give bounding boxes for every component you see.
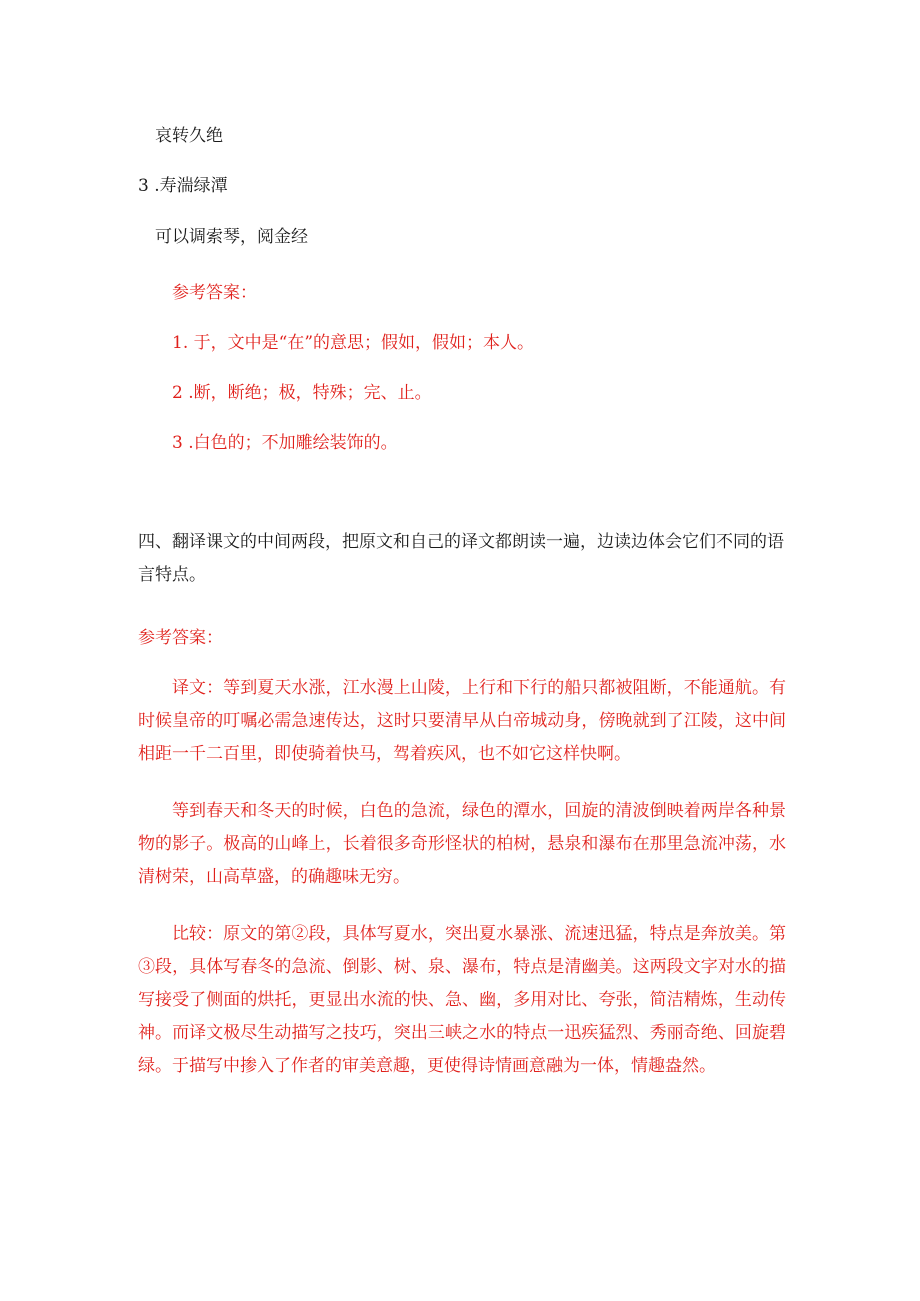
answer-heading-1: 参考答案： (172, 283, 257, 303)
question-4: 四、翻译课文的中间两段，把原文和自己的译文都朗读一遍，边读边体会它们不同的语言特点。 (138, 532, 784, 585)
comparison-paragraph: 比较：原文的第②段，具体写夏水，突出夏水暴涨、流速迅猛，特点是奔放美。第③段，具体写春冬的急流、倒影、树、泉、瀑布，特点是清幽美。这两段文字对水的描写接受了侧面的烘托，更显出水流的快、急、幽，多用对比、夸张，简洁精炼，生动传神。而译文极尽生动描写之技巧，突出三峡之水的特点一迅疾猛烈、秀丽奇绝、回旋碧绿。于描写中掺入了作者的审美意趣，更使得诗情画意融为一体，情趣盎然。 (138, 924, 786, 1076)
answer-heading-2: 参考答案： (138, 628, 223, 648)
translation-paragraph-1: 译文：等到夏天水涨，江水漫上山陵，上行和下行的船只都被阻断，不能通航。有时候皇帝的叮嘱必需急速传达，这时只要清早从白帝城动身，傍晚就到了江陵，这中间相距一千二百里，即使骑着快马，驾着疾风，也不如它这样快啊。 (138, 678, 786, 764)
item-3-shoutuanlvtan: 3 .寿湍绿潭 (138, 176, 228, 196)
text-line-suoqin: 可以调索琴，阅金经 (155, 227, 308, 247)
translation-paragraph-2: 等到春天和冬天的时候，白色的急流，绿色的潭水，回旋的清波倒映着两岸各种景物的影子。极高的山峰上，长着很多奇形怪状的柏树，悬泉和瀑布在那里急流冲荡，水清树荣，山高草盛，的确趣味无穷。 (138, 801, 786, 887)
answer-item-3: 3 .白色的；不加雕绘装饰的。 (172, 433, 398, 453)
answer-item-2: 2 .断，断绝；极，特殊；完、止。 (172, 383, 432, 403)
answer-item-1: 1. 于，文中是“在”的意思；假如，假如；本人。 (172, 333, 535, 353)
text-line-aizhuanjiujue: 哀转久绝 (155, 126, 223, 146)
